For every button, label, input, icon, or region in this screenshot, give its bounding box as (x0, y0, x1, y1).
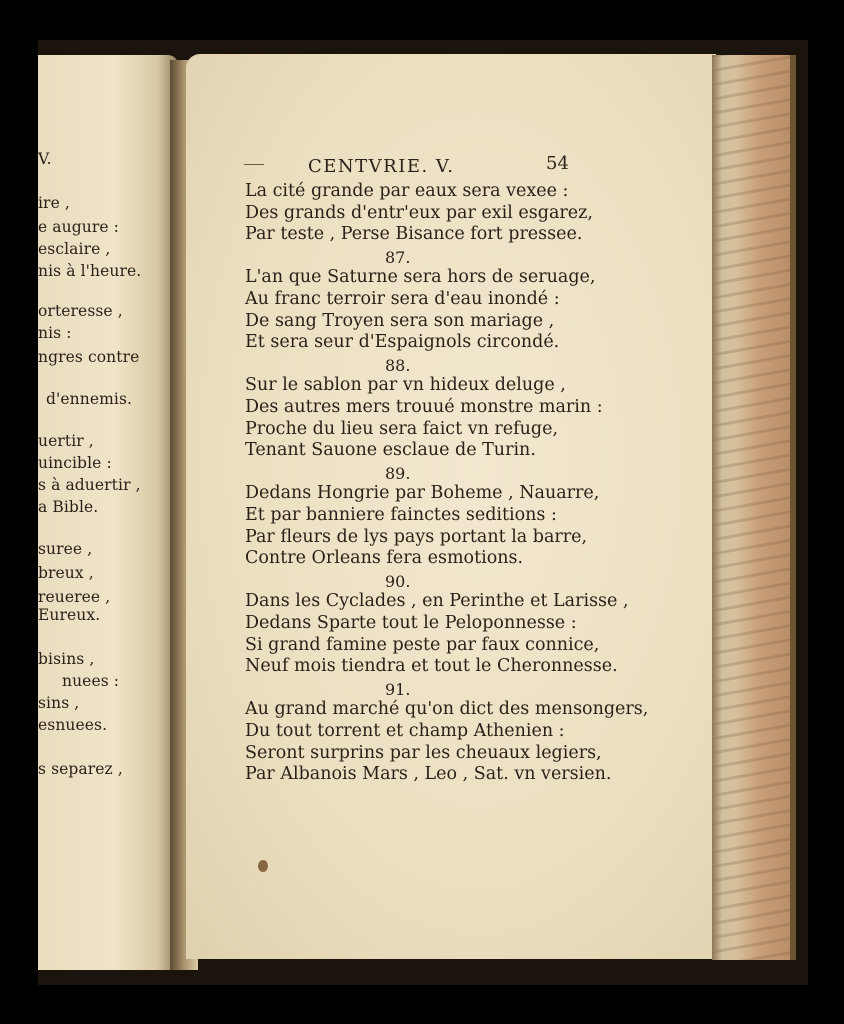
verse-line: Neuf mois tiendra et tout le Cheronnesse. (245, 656, 618, 677)
verse-line: Et sera seur d'Espaignols circondé. (245, 332, 560, 353)
verse-line: Des autres mers trouué monstre marin : (245, 397, 603, 417)
header-rule (244, 164, 264, 165)
quatrain-number: 87. (385, 247, 411, 267)
left-page-line: esnuees. (38, 716, 108, 734)
verse-line: La cité grande par eaux sera vexee : (245, 181, 569, 201)
quatrain-number: 89. (385, 463, 411, 483)
quatrain-number: 90. (385, 571, 411, 591)
verse-line: Si grand famine peste par faux connice, (245, 634, 600, 655)
verse-line: Dedans Hongrie par Boheme , Nauarre, (245, 483, 600, 504)
left-page-line: esclaire , (38, 240, 111, 258)
verse-line: Et par banniere fainctes seditions : (245, 505, 557, 525)
left-page-line: sins , (38, 694, 80, 712)
left-page-line: Eureux. (38, 606, 101, 624)
left-page-line: nuees : (62, 672, 120, 690)
left-page-line: e augure : (38, 218, 119, 236)
left-page-line: nis : (38, 324, 72, 342)
verse-line: Seront surprins par les cheuaux legiers, (245, 742, 602, 763)
verse-line: Contre Orleans fera esmotions. (245, 548, 524, 569)
left-page-line: ngres contre (38, 348, 140, 366)
left-page-line: bisins , (38, 650, 95, 668)
quatrain-number: 91. (385, 679, 411, 699)
left-page-line: reueree , (38, 588, 111, 606)
left-page-line: d'ennemis. (46, 390, 133, 408)
verse-line: Dedans Sparte tout le Peloponnesse : (245, 613, 577, 633)
left-page-line: uincible : (38, 454, 112, 472)
left-page-line: nis à l'heure. (38, 262, 142, 280)
page-header-title: CENTVRIE. V. (308, 156, 455, 177)
left-page (38, 55, 178, 970)
verse-line: Du tout torrent et champ Athenien : (245, 721, 565, 741)
verse-line: Par fleurs de lys pays portant la barre, (245, 526, 588, 547)
verse-line: Par teste , Perse Bisance fort pressee. (245, 224, 583, 245)
left-page-line: breux , (38, 564, 94, 582)
verse-line: Proche du lieu sera faict vn refuge, (245, 418, 559, 439)
verse-line: Par Albanois Mars , Leo , Sat. vn versien. (245, 764, 612, 785)
left-page-line: V. (38, 150, 52, 168)
left-page-line: orteresse , (38, 302, 123, 320)
verse-line: Sur le sablon par vn hideux deluge , (245, 375, 566, 396)
left-page-line: a Bible. (38, 498, 99, 516)
left-page-line: uertir , (38, 432, 94, 450)
left-page-line: suree , (38, 540, 93, 558)
page-number: 54 (546, 153, 569, 174)
left-page-line: ire , (38, 194, 70, 212)
verse-line: Tenant Sauone esclaue de Turin. (245, 440, 536, 461)
verse-line: De sang Troyen sera son mariage , (245, 310, 555, 331)
verse-line: Au grand marché qu'on dict des mensongers, (245, 699, 649, 720)
verse-line: Dans les Cyclades , en Perinthe et Larisse , (245, 591, 629, 612)
left-page-line: s à aduertir , (38, 476, 141, 494)
ink-spot (258, 860, 268, 872)
verse-line: Des grands d'entr'eux par exil esgarez, (245, 202, 593, 223)
page-edges (712, 55, 796, 960)
verse-line: Au franc terroir sera d'eau inondé : (245, 289, 560, 309)
left-page-line: s separez , (38, 760, 123, 778)
verse-line: L'an que Saturne sera hors de seruage, (245, 267, 596, 288)
quatrain-number: 88. (385, 355, 411, 375)
